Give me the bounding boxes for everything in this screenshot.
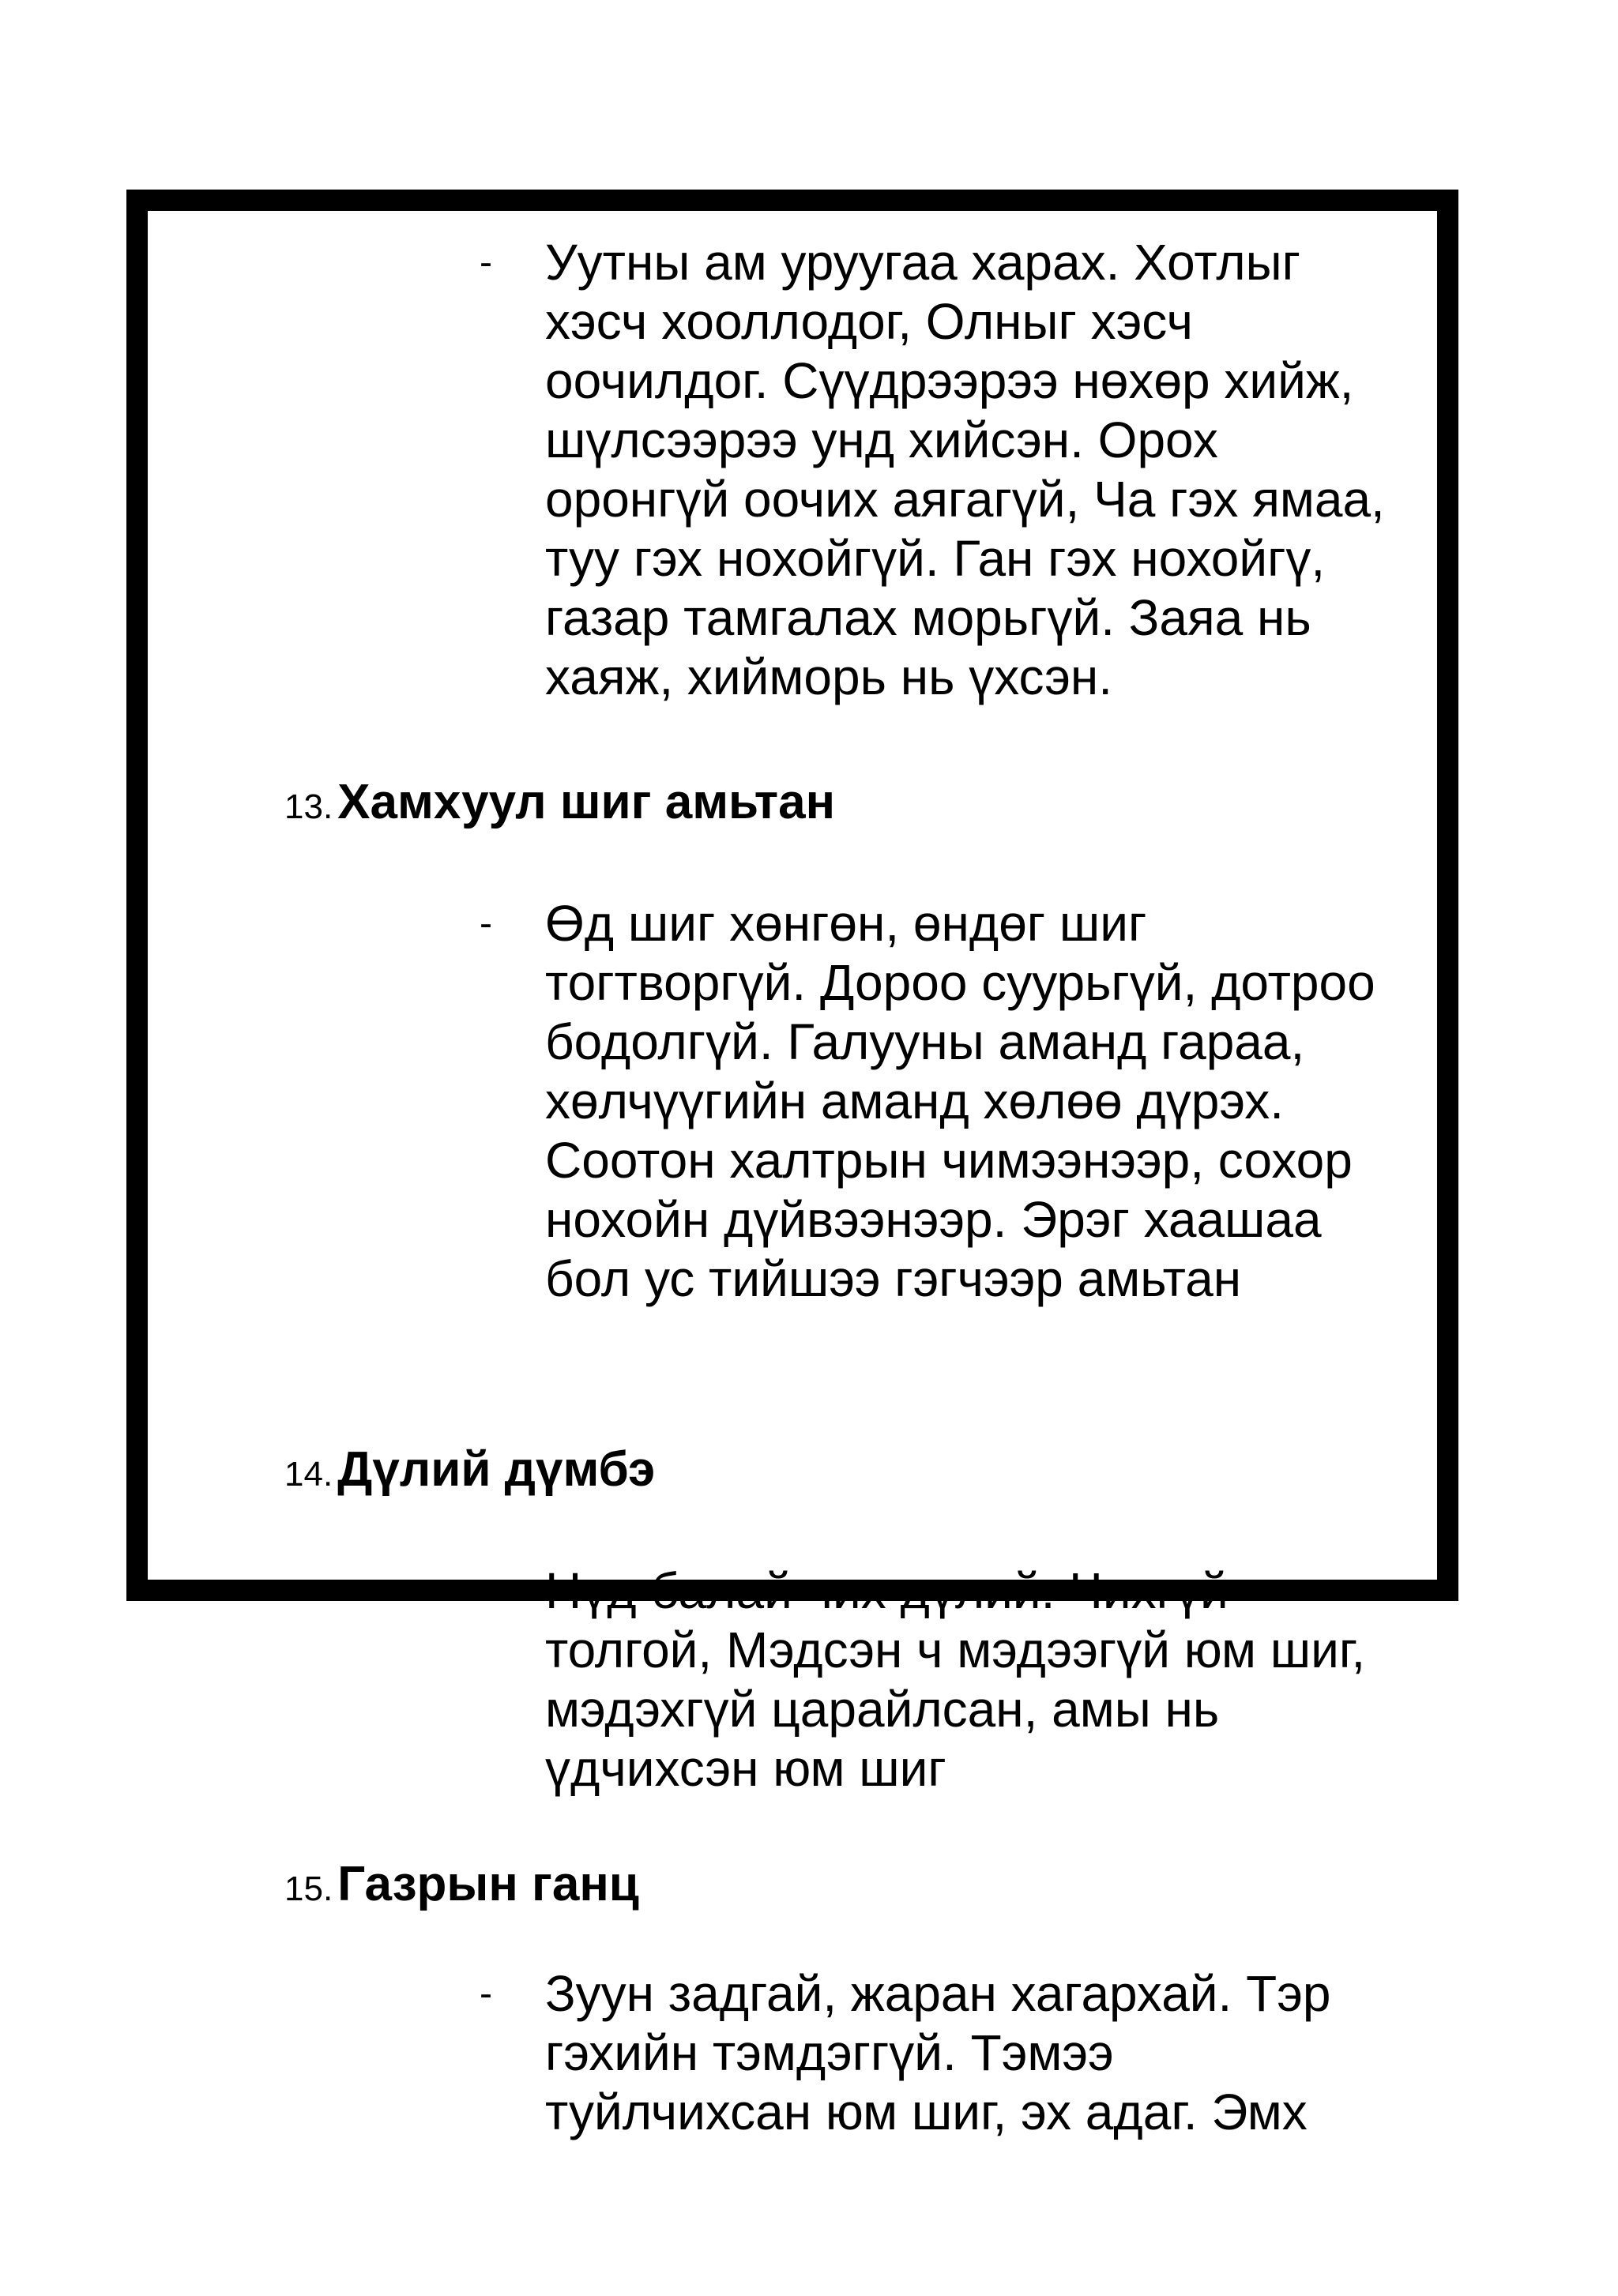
section-number: 14. [284, 1455, 333, 1494]
list-bullet: - [480, 1973, 492, 2015]
page-border-frame [126, 190, 1458, 2140]
text-line: хөлчүүгийн аманд хөлөө дүрэх. [545, 1073, 1285, 1129]
text-line: бодолгүй. Галууны аманд гараа, [545, 1013, 1305, 1070]
text-line: толгой, Мэдсэн ч мэдээгүй юм шиг, [545, 1621, 1366, 1678]
section-heading-14 [284, 1441, 655, 1505]
paragraph [545, 1964, 1330, 2142]
text-line: бол ус тийшээ гэгчээр амьтан [545, 1250, 1242, 1307]
section-number: 13. [284, 787, 333, 826]
text-line: Өд шиг хөнгөн, өндөг шиг [545, 895, 1147, 952]
text-line: нохойн дүйвээнээр. Эрэг хаашаа [545, 1191, 1322, 1248]
text-line: Уутны ам уруугаа харах. Хотлыг [545, 234, 1300, 291]
section-number: 15. [284, 1869, 333, 1908]
section-title: Хамхуул шиг амьтан [337, 775, 836, 829]
text-line: мэдэхгүй царайлсан, амы нь [545, 1681, 1220, 1738]
list-bullet: - [480, 242, 492, 284]
paragraph [545, 894, 1375, 1309]
section-title: Газрын ганц [337, 1857, 639, 1911]
list-bullet: - [480, 903, 492, 945]
text-line: туйлчихсан юм шиг, эх адаг. Эмх [545, 2084, 1308, 2140]
text-line: үдчихсэн юм шиг [545, 1740, 946, 1797]
section-title: Дүлий дүмбэ [337, 1442, 656, 1497]
paragraph [545, 1561, 1365, 1798]
text-line: Соотон халтрын чимээнээр, сохор [545, 1132, 1353, 1189]
text-line: оронгүй оочих аягагүй, Ча гэх ямаа, [545, 471, 1385, 528]
list-bullet: - [480, 1570, 492, 1612]
section-heading-15 [284, 1856, 639, 1919]
text-line: газар тамгалах морьгүй. Заяа нь [545, 589, 1311, 646]
text-line: оочилдог. Сүүдрээрээ нөхөр хийж, [545, 352, 1354, 409]
text-line: туу гэх нохойгүй. Ган гэх нохойгү, [545, 530, 1326, 587]
text-line: хэсч хооллодог, Олныг хэсч [545, 293, 1193, 350]
text-line: Нүд балай чих дүлий. Чихгүй [545, 1562, 1229, 1619]
text-line: тогтворгүй. Дороо суурьгүй, дотроо [545, 954, 1375, 1011]
text-line: гэхийн тэмдэггүй. Тэмээ [545, 2024, 1114, 2081]
section-heading-13 [284, 774, 835, 837]
paragraph [545, 233, 1385, 707]
text-line: хаяж, хийморь нь үхсэн. [545, 648, 1112, 705]
text-line: Зуун задгай, жаран хагархай. Тэр [545, 1965, 1331, 2022]
text-line: шүлсээрээ унд хийсэн. Орох [545, 411, 1218, 468]
